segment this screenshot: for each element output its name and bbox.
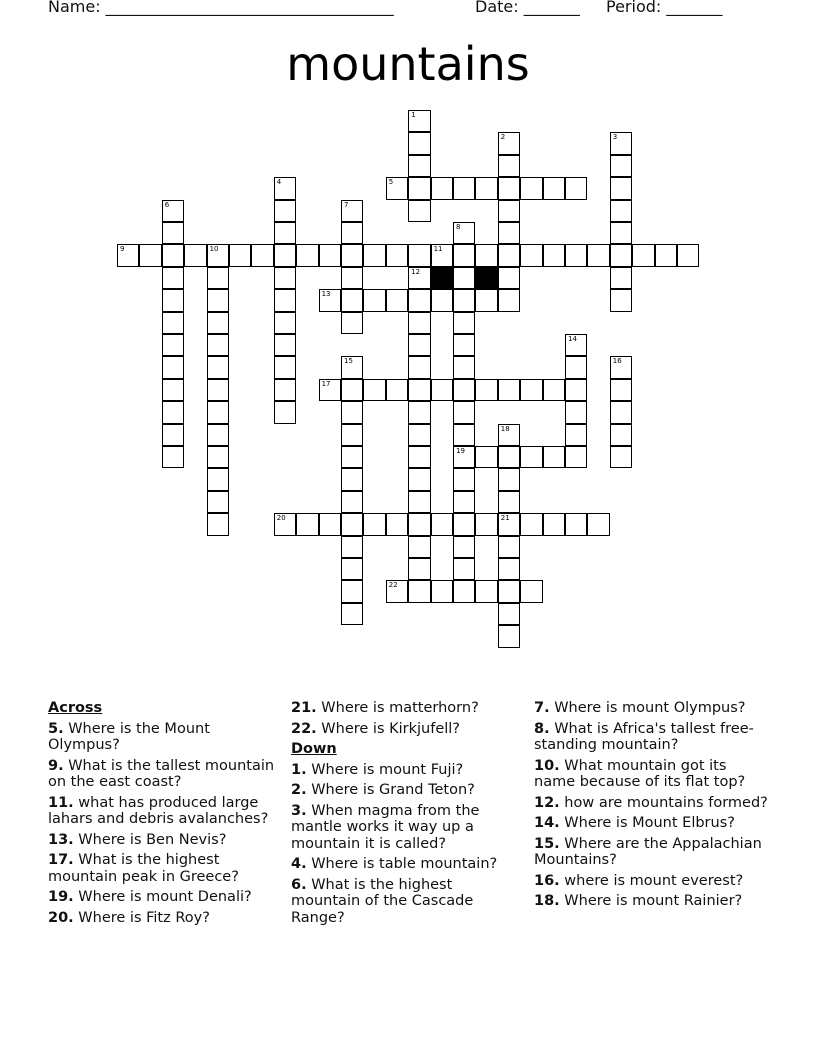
- grid-cell[interactable]: [296, 513, 318, 535]
- across-clue: [48, 758, 278, 791]
- page-title: mountains: [286, 37, 530, 91]
- clue-number: 15: [344, 357, 353, 366]
- grid-cell[interactable]: [453, 468, 475, 490]
- grid-cell[interactable]: [498, 424, 520, 446]
- grid-cell[interactable]: [565, 244, 587, 266]
- grid-cell[interactable]: [386, 580, 408, 602]
- grid-cell[interactable]: [453, 356, 475, 378]
- grid-cell[interactable]: [117, 244, 139, 266]
- grid-cell[interactable]: [543, 244, 565, 266]
- down-clue: [534, 836, 769, 869]
- grid-cell[interactable]: [274, 356, 296, 378]
- grid-cell[interactable]: [341, 513, 363, 535]
- clue-number: 10.: [534, 757, 560, 774]
- grid-cell[interactable]: [274, 312, 296, 334]
- grid-cell[interactable]: [453, 222, 475, 244]
- clues-column-3: [534, 700, 769, 914]
- grid-cell[interactable]: [453, 536, 475, 558]
- grid-cell[interactable]: [498, 244, 520, 266]
- grid-cell[interactable]: [475, 379, 497, 401]
- grid-cell[interactable]: [341, 558, 363, 580]
- grid-cell[interactable]: [453, 267, 475, 289]
- clue-text: What is Africa's tallest free-standing mountain?: [534, 720, 754, 753]
- grid-cell[interactable]: [207, 424, 229, 446]
- grid-cell[interactable]: [341, 424, 363, 446]
- black-cell: [475, 267, 497, 289]
- grid-cell[interactable]: [386, 513, 408, 535]
- grid-cell[interactable]: [408, 200, 430, 222]
- grid-cell[interactable]: [341, 289, 363, 311]
- down-clue: [534, 815, 769, 832]
- clue-number: 20.: [48, 909, 74, 926]
- grid-cell[interactable]: [341, 536, 363, 558]
- grid-cell[interactable]: [453, 312, 475, 334]
- grid-cell[interactable]: [341, 401, 363, 423]
- clue-number: 12.: [534, 794, 560, 811]
- down-clue: [534, 795, 769, 812]
- grid-cell[interactable]: [408, 132, 430, 154]
- clue-number: 7: [344, 200, 349, 209]
- grid-cell[interactable]: [565, 446, 587, 468]
- grid-cell[interactable]: [274, 401, 296, 423]
- grid-cell[interactable]: [498, 558, 520, 580]
- grid-cell[interactable]: [475, 513, 497, 535]
- clue-text: what has produced large lahars and debris avalanches?: [48, 794, 269, 827]
- grid-cell[interactable]: [319, 244, 341, 266]
- grid-cell[interactable]: [475, 580, 497, 602]
- grid-cell[interactable]: [162, 222, 184, 244]
- clue-number: 9.: [48, 757, 64, 774]
- grid-cell[interactable]: [408, 491, 430, 513]
- grid-cell[interactable]: [341, 603, 363, 625]
- black-cell: [431, 267, 453, 289]
- grid-cell[interactable]: [498, 468, 520, 490]
- clue-number: 3: [612, 133, 618, 142]
- clue-text: What is the highest mountain of the Cascade Range?: [291, 876, 474, 926]
- grid-cell[interactable]: [565, 424, 587, 446]
- grid-cell[interactable]: [341, 379, 363, 401]
- grid-cell[interactable]: [408, 446, 430, 468]
- clue-number: 3.: [291, 802, 307, 819]
- grid-cell[interactable]: [408, 356, 430, 378]
- grid-cell[interactable]: [207, 379, 229, 401]
- down-clue: [534, 700, 769, 717]
- grid-cell[interactable]: [274, 379, 296, 401]
- grid-cell[interactable]: [162, 334, 184, 356]
- down-clue: [534, 893, 769, 910]
- grid-cell[interactable]: [520, 513, 542, 535]
- grid-cell[interactable]: [453, 379, 475, 401]
- grid-cell[interactable]: [565, 177, 587, 199]
- grid-cell[interactable]: [520, 379, 542, 401]
- grid-cell[interactable]: [677, 244, 699, 266]
- grid-cell[interactable]: [207, 334, 229, 356]
- grid-cell[interactable]: [453, 177, 475, 199]
- clue-number: 4: [276, 178, 282, 187]
- grid-cell[interactable]: [610, 244, 632, 266]
- grid-cell[interactable]: [408, 177, 430, 199]
- clue-text: Where are the Appalachian Mountains?: [534, 835, 762, 868]
- clue-number: 13.: [48, 831, 74, 848]
- grid-cell[interactable]: [453, 244, 475, 266]
- grid-cell[interactable]: [610, 379, 632, 401]
- grid-cell[interactable]: [386, 379, 408, 401]
- grid-cell[interactable]: [610, 424, 632, 446]
- grid-cell[interactable]: [610, 289, 632, 311]
- grid-cell[interactable]: [363, 289, 385, 311]
- clue-number: 11: [433, 245, 443, 254]
- grid-cell[interactable]: [498, 603, 520, 625]
- across-clue: [48, 721, 278, 754]
- grid-cell[interactable]: [431, 513, 453, 535]
- grid-cell[interactable]: [543, 513, 565, 535]
- grid-cell[interactable]: [610, 177, 632, 199]
- clue-number: 4.: [291, 856, 307, 872]
- clue-number: 12: [411, 267, 421, 276]
- grid-cell[interactable]: [207, 401, 229, 423]
- grid-cell[interactable]: [341, 446, 363, 468]
- grid-cell[interactable]: [498, 132, 520, 154]
- clue-number: 17: [321, 379, 331, 388]
- clue-number: 14.: [534, 815, 560, 831]
- across-clue: [48, 795, 278, 828]
- grid-cell[interactable]: [319, 379, 341, 401]
- grid-cell[interactable]: [341, 312, 363, 334]
- clue-text: What is the tallest mountain on the east coast?: [48, 757, 275, 790]
- clue-number: 18.: [534, 893, 560, 909]
- grid-cell[interactable]: [408, 312, 430, 334]
- clues-column-1: [48, 700, 278, 930]
- grid-cell[interactable]: [408, 110, 430, 132]
- grid-cell[interactable]: [610, 446, 632, 468]
- clue-number: 16: [612, 357, 622, 366]
- across-clue: [48, 852, 278, 885]
- clue-text: What mountain got its name because of its flat top?: [534, 757, 746, 790]
- name-field[interactable]: Name: ____________________________________: [48, 0, 394, 16]
- grid-cell[interactable]: [386, 177, 408, 199]
- clue-number: 22.: [291, 720, 317, 737]
- grid-cell[interactable]: [610, 356, 632, 378]
- grid-cell[interactable]: [207, 446, 229, 468]
- grid-cell[interactable]: [565, 334, 587, 356]
- grid-cell[interactable]: [162, 244, 184, 266]
- clue-number: 5.: [48, 720, 64, 737]
- clue-number: 2: [500, 133, 506, 142]
- grid-cell[interactable]: [453, 289, 475, 311]
- grid-cell[interactable]: [162, 424, 184, 446]
- grid-cell[interactable]: [565, 379, 587, 401]
- grid-cell[interactable]: [408, 513, 430, 535]
- across-clue: [291, 721, 523, 738]
- clue-number: 13: [321, 290, 331, 299]
- clue-number: 6: [164, 200, 170, 209]
- grid-cell[interactable]: [386, 289, 408, 311]
- grid-cell[interactable]: [498, 536, 520, 558]
- clue-text: Where is mount Fuji?: [306, 761, 464, 778]
- grid-cell[interactable]: [363, 379, 385, 401]
- grid-cell[interactable]: [363, 513, 385, 535]
- clue-number: 14: [568, 335, 577, 343]
- grid-cell[interactable]: [453, 401, 475, 423]
- across-clue: [48, 832, 278, 849]
- grid-cell[interactable]: [207, 356, 229, 378]
- clue-text: Where is Grand Teton?: [306, 782, 475, 798]
- clue-text: Where is Kirkjufell?: [316, 720, 461, 737]
- clue-text: Where is mount Olympus?: [549, 700, 746, 716]
- grid-cell[interactable]: [341, 491, 363, 513]
- grid-cell[interactable]: [520, 244, 542, 266]
- grid-cell[interactable]: [498, 267, 520, 289]
- clue-text: Where is Ben Nevis?: [73, 831, 227, 848]
- grid-cell[interactable]: [610, 222, 632, 244]
- down-clue: [534, 758, 769, 791]
- grid-cell[interactable]: [475, 244, 497, 266]
- clue-text: Where is table mountain?: [306, 856, 498, 872]
- clue-text: What is the highest mountain peak in Greece?: [48, 852, 239, 885]
- period-field[interactable]: Period: _______: [606, 0, 723, 16]
- grid-cell[interactable]: [408, 289, 430, 311]
- grid-cell[interactable]: [610, 200, 632, 222]
- grid-cell[interactable]: [408, 267, 430, 289]
- grid-cell[interactable]: [431, 379, 453, 401]
- grid-cell[interactable]: [408, 334, 430, 356]
- grid-cell[interactable]: [341, 356, 363, 378]
- clue-text: Where is the Mount Olympus?: [48, 720, 210, 753]
- grid-cell[interactable]: [319, 289, 341, 311]
- grid-cell[interactable]: [408, 244, 430, 266]
- grid-cell[interactable]: [139, 244, 161, 266]
- clue-text: Where is mount Denali?: [73, 889, 252, 905]
- grid-cell[interactable]: [162, 379, 184, 401]
- grid-cell[interactable]: [251, 244, 273, 266]
- grid-cell[interactable]: [453, 334, 475, 356]
- grid-cell[interactable]: [207, 267, 229, 289]
- grid-cell[interactable]: [341, 244, 363, 266]
- down-clue: [291, 877, 523, 927]
- down-clue: [534, 721, 769, 754]
- grid-cell[interactable]: [520, 580, 542, 602]
- grid-cell[interactable]: [408, 424, 430, 446]
- grid-cell[interactable]: [162, 446, 184, 468]
- grid-cell[interactable]: [610, 401, 632, 423]
- clue-number: 21.: [291, 700, 317, 716]
- grid-cell[interactable]: [319, 513, 341, 535]
- grid-cell[interactable]: [565, 356, 587, 378]
- grid-cell[interactable]: [498, 625, 520, 647]
- clue-text: Where is Mount Elbrus?: [559, 815, 735, 831]
- grid-cell[interactable]: [453, 491, 475, 513]
- clue-number: 15.: [534, 835, 560, 852]
- grid-cell[interactable]: [498, 580, 520, 602]
- grid-cell[interactable]: [296, 244, 318, 266]
- grid-cell[interactable]: [207, 491, 229, 513]
- grid-cell[interactable]: [274, 222, 296, 244]
- grid-cell[interactable]: [162, 289, 184, 311]
- grid-cell[interactable]: [207, 513, 229, 535]
- grid-cell[interactable]: [274, 244, 296, 266]
- clue-number: 2.: [291, 782, 307, 798]
- grid-cell[interactable]: [655, 244, 677, 266]
- clue-number: 10: [209, 245, 219, 254]
- grid-cell[interactable]: [453, 446, 475, 468]
- grid-cell[interactable]: [610, 267, 632, 289]
- grid-cell[interactable]: [431, 580, 453, 602]
- grid-cell[interactable]: [520, 177, 542, 199]
- clue-number: 17.: [48, 852, 74, 868]
- grid-cell[interactable]: [453, 558, 475, 580]
- date-field[interactable]: Date: _______: [475, 0, 580, 16]
- clue-text: Where is Fitz Roy?: [73, 909, 210, 926]
- clue-number: 19: [456, 447, 465, 455]
- clue-number: 6.: [291, 876, 307, 893]
- grid-cell[interactable]: [475, 289, 497, 311]
- clue-text: When magma from the mantle works it way up a mountain it is called?: [291, 802, 480, 852]
- clue-number: 16.: [534, 872, 560, 889]
- grid-cell[interactable]: [386, 244, 408, 266]
- clue-number: 20: [276, 514, 286, 523]
- grid-cell[interactable]: [498, 446, 520, 468]
- clues-column-2: [291, 700, 523, 930]
- grid-cell[interactable]: [587, 244, 609, 266]
- grid-cell[interactable]: [565, 401, 587, 423]
- down-clue: [291, 856, 523, 873]
- grid-cell[interactable]: [341, 222, 363, 244]
- grid-cell[interactable]: [207, 289, 229, 311]
- grid-cell[interactable]: [498, 289, 520, 311]
- grid-cell[interactable]: [498, 177, 520, 199]
- grid-cell[interactable]: [184, 244, 206, 266]
- grid-cell[interactable]: [498, 222, 520, 244]
- grid-cell[interactable]: [543, 379, 565, 401]
- grid-cell[interactable]: [274, 289, 296, 311]
- down-clue: [291, 782, 523, 799]
- clue-number: 5: [388, 178, 394, 187]
- grid-cell[interactable]: [207, 244, 229, 266]
- clue-text: where is mount everest?: [559, 872, 744, 889]
- down-clue: [534, 873, 769, 890]
- clue-text: Where is mount Rainier?: [559, 893, 743, 909]
- grid-cell[interactable]: [341, 580, 363, 602]
- grid-cell[interactable]: [453, 580, 475, 602]
- down-clue: [291, 803, 523, 853]
- grid-cell[interactable]: [341, 200, 363, 222]
- grid-cell[interactable]: [431, 244, 453, 266]
- grid-cell[interactable]: [408, 379, 430, 401]
- grid-cell[interactable]: [408, 401, 430, 423]
- grid-cell[interactable]: [587, 513, 609, 535]
- grid-cell[interactable]: [475, 177, 497, 199]
- grid-cell[interactable]: [162, 267, 184, 289]
- grid-cell[interactable]: [274, 334, 296, 356]
- grid-cell[interactable]: [565, 513, 587, 535]
- grid-cell[interactable]: [543, 446, 565, 468]
- grid-cell[interactable]: [498, 513, 520, 535]
- grid-cell[interactable]: [632, 244, 654, 266]
- clue-number: 18: [500, 424, 510, 433]
- grid-cell[interactable]: [274, 513, 296, 535]
- grid-cell[interactable]: [274, 267, 296, 289]
- grid-cell[interactable]: [162, 356, 184, 378]
- grid-cell[interactable]: [520, 446, 542, 468]
- grid-cell[interactable]: [274, 177, 296, 199]
- grid-cell[interactable]: [498, 379, 520, 401]
- grid-cell[interactable]: [229, 244, 251, 266]
- grid-cell[interactable]: [162, 312, 184, 334]
- grid-cell[interactable]: [408, 536, 430, 558]
- clue-number: 19.: [48, 889, 74, 905]
- grid-cell[interactable]: [341, 267, 363, 289]
- grid-cell[interactable]: [207, 312, 229, 334]
- grid-cell[interactable]: [363, 244, 385, 266]
- grid-cell[interactable]: [207, 468, 229, 490]
- across-heading: Across: [48, 700, 103, 716]
- grid-cell[interactable]: [453, 513, 475, 535]
- grid-cell[interactable]: [274, 200, 296, 222]
- clue-text: Where is matterhorn?: [316, 700, 479, 716]
- grid-cell[interactable]: [162, 401, 184, 423]
- grid-cell[interactable]: [408, 468, 430, 490]
- across-clue: [291, 700, 523, 717]
- grid-cell[interactable]: [543, 177, 565, 199]
- clue-number: 8.: [534, 720, 550, 737]
- down-heading: Down: [291, 741, 337, 757]
- clue-text: how are mountains formed?: [559, 794, 768, 811]
- down-clue: [291, 762, 523, 779]
- clue-number: 21: [500, 514, 510, 523]
- grid-cell[interactable]: [431, 177, 453, 199]
- grid-cell[interactable]: [498, 491, 520, 513]
- grid-cell[interactable]: [408, 155, 430, 177]
- grid-cell[interactable]: [610, 155, 632, 177]
- across-clue: [48, 910, 278, 927]
- clue-number: 9: [120, 245, 125, 254]
- grid-cell[interactable]: [475, 446, 497, 468]
- grid-cell[interactable]: [610, 132, 632, 154]
- grid-cell[interactable]: [431, 289, 453, 311]
- clue-number: 22: [388, 581, 398, 590]
- grid-cell[interactable]: [498, 155, 520, 177]
- clue-number: 7.: [534, 700, 550, 716]
- clue-number: 11.: [48, 794, 74, 811]
- grid-cell[interactable]: [341, 468, 363, 490]
- across-clue: [48, 889, 278, 906]
- clue-number: 8: [456, 223, 461, 231]
- grid-cell[interactable]: [408, 580, 430, 602]
- clue-number: 1: [411, 111, 416, 119]
- grid-cell[interactable]: [453, 424, 475, 446]
- clue-number: 1.: [291, 761, 307, 778]
- grid-cell[interactable]: [162, 200, 184, 222]
- grid-cell[interactable]: [498, 200, 520, 222]
- grid-cell[interactable]: [408, 558, 430, 580]
